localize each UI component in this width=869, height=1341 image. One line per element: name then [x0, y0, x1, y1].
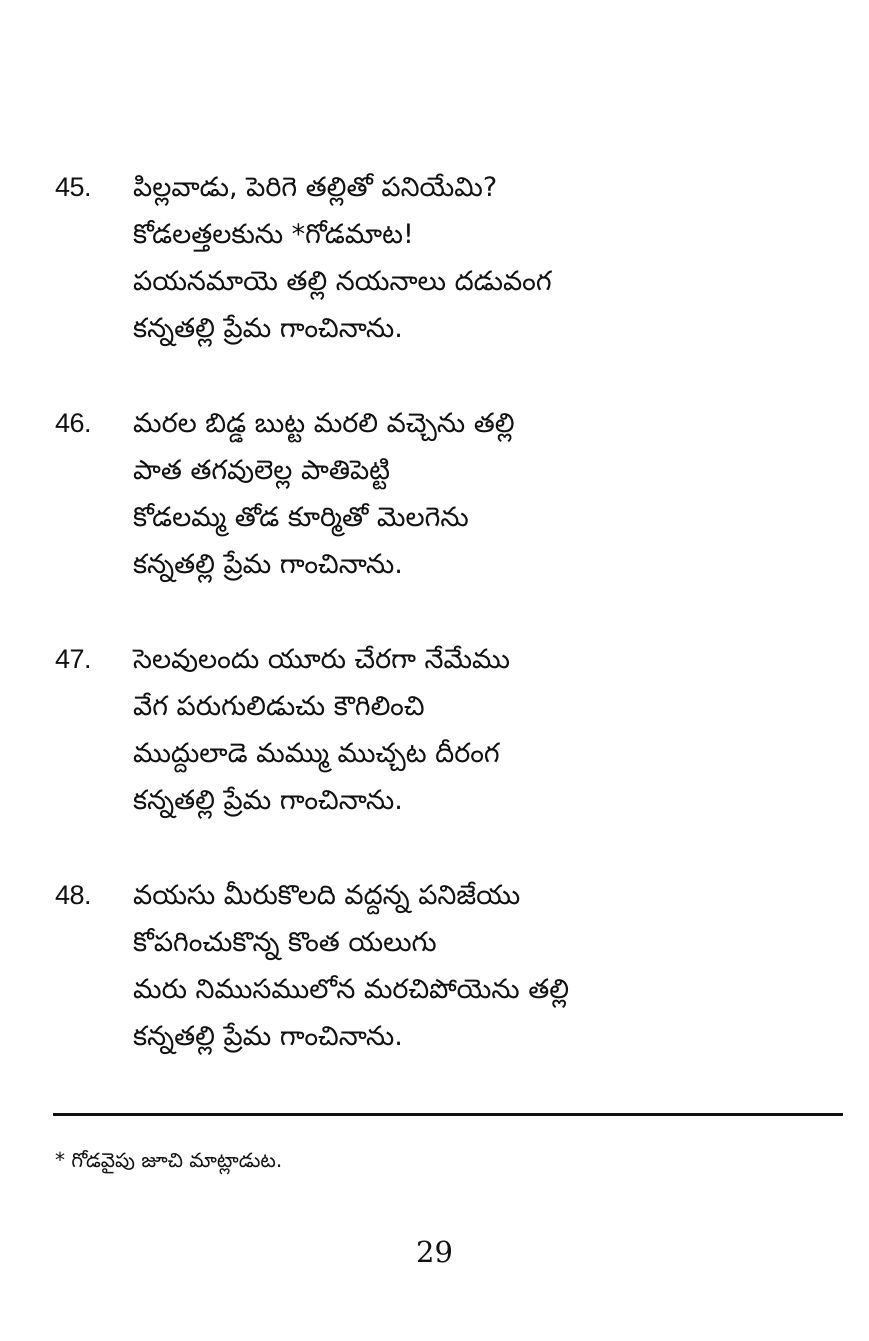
- verse-number: 46.: [55, 408, 92, 438]
- verse-line: కోడలత్తలకును *గోడమాట!: [133, 219, 414, 250]
- verse-line: పాత తగవులెల్ల పాతిపెట్టి: [133, 455, 390, 486]
- footnote: * గోడవైపు జూచి మాట్లాడుట.: [55, 1148, 283, 1172]
- verse-lines: [133, 636, 510, 824]
- verse-lines: [133, 872, 569, 1060]
- verse-lines: [133, 400, 515, 588]
- verse-line: మరల బిడ్డ బుట్ట మరలి వచ్చెను తల్లి: [133, 408, 515, 439]
- verse-number: 47.: [55, 644, 92, 674]
- page-number: 29: [416, 1235, 453, 1269]
- verse-line: కన్నతల్లి ప్రేమ గాంచినాను.: [133, 549, 403, 580]
- verse-line: కన్నతల్లి ప్రేమ గాంచినాను.: [133, 313, 403, 344]
- verse-line: సెలవులందు యూరు చేరగా నేమేము: [133, 644, 510, 675]
- verse-line: కోడలమ్మ తోడ కూర్మితో మెలగెను: [133, 502, 469, 533]
- verse-number: 48.: [55, 880, 92, 910]
- verse-number: 45.: [55, 172, 92, 202]
- verse-line: కోపగించుకొన్న కొంత యలుగు: [133, 927, 437, 958]
- verse-line: వయసు మీరుకొలది వద్దన్న పనిజేయు: [133, 880, 521, 911]
- verse-line: ముద్దులాడె మమ్ము ముచ్చట దీరంగ: [133, 738, 500, 769]
- verse-line: మరు నిముసములోన మరచిపోయెను తల్లి: [133, 974, 570, 1005]
- verse-line: కన్నతల్లి ప్రేమ గాంచినాను.: [133, 1021, 403, 1052]
- verse-line: పయనమాయె తల్లి నయనాలు దడువంగ: [133, 266, 552, 297]
- footnote-divider: [53, 1113, 843, 1116]
- verse-line: కన్నతల్లి ప్రేమ గాంచినాను.: [133, 785, 403, 816]
- verse-lines: [133, 164, 552, 352]
- verse-line: పిల్లవాడు, పెరిగె తల్లితో పనియేమి?: [133, 172, 498, 203]
- verse-line: వేగ పరుగులిడుచు కౌగిలించి: [133, 691, 425, 722]
